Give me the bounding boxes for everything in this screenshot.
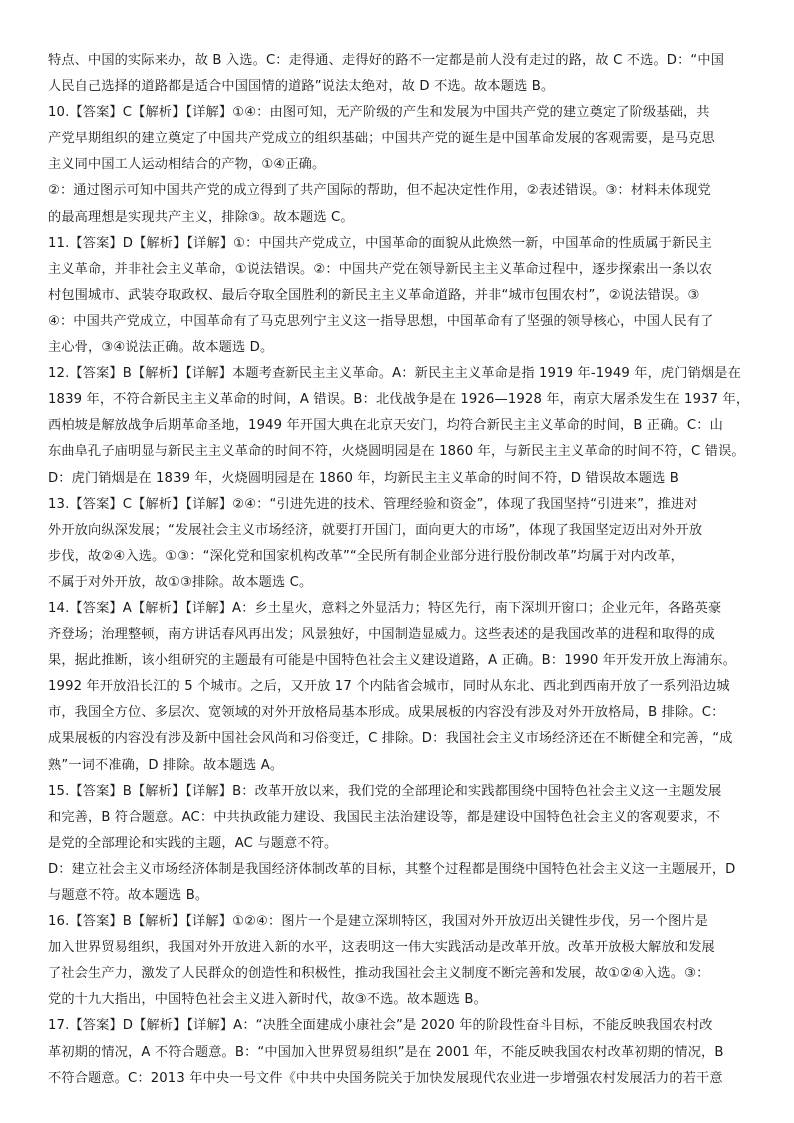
text-line: 1839 年，不符合新民主主义革命的时间，A 错误。B：北伐战争是在 1926—1928 年，南京大屠杀发生在 1937 年， bbox=[48, 392, 750, 408]
answer-paragraph bbox=[48, 909, 750, 1013]
answer-paragraph bbox=[48, 596, 750, 779]
answer-paragraph bbox=[48, 48, 750, 100]
text-line: 主义同中国工人运动相结合的产物，①④正确。 bbox=[48, 157, 326, 173]
text-line: 了社会生产力，激发了人民群众的创造性和积极性，推动我国社会主义制度不断完善和发展，故①②④入选。③： bbox=[48, 966, 710, 982]
text-line: 市，我国全方位、多层次、宽领域的对外开放格局基本形成。成果展板的内容没有涉及对外开放格局，B 排除。C： bbox=[48, 705, 725, 721]
text-line: 熟”一词不准确，D 排除。故本题选 A。 bbox=[48, 757, 284, 773]
text-line: 果，据此推断，该小组研究的主题最有可能是中国特色社会主义建设道路，A 正确。B：1990 年开发开放上海浦东。 bbox=[48, 653, 737, 669]
text-line: 西柏坡是解放战争后期革命圣地，1949 年开国大典在北京天安门，均符合新民主主义革命的时间，B 正确。C：山 bbox=[48, 418, 723, 434]
text-line: 不符合题意。C：2013 年中央一号文件《中共中央国务院关于加快发展现代农业进一步增强农村发展活力的若干意 bbox=[48, 1070, 723, 1086]
answer-paragraph bbox=[48, 492, 750, 596]
text-line: 步伐，故②④入选。①③：“深化党和国家机构改革”“全民所有制企业部分进行股份制改革”均属于对内改革， bbox=[48, 548, 684, 564]
answer-paragraph bbox=[48, 100, 750, 178]
text-line: 14.【答案】A【解析】【详解】A：乡土星火，意料之外显活力；特区先行，南下深圳开窗口；企业元年，各路英豪 bbox=[48, 600, 722, 616]
text-line: D：虎门销烟是在 1839 年，火烧圆明园是在 1860 年，均新民主主义革命的时间不符，D 错误故本题选 B bbox=[48, 470, 680, 486]
text-line: ②：通过图示可知中国共产党的成立得到了共产国际的帮助，但不起决定性作用，②表述错误。③：材料未体现党 bbox=[48, 183, 711, 199]
text-line: 17.【答案】D【解析】【详解】A：“决胜全面建成小康社会”是 2020 年的阶段性奋斗目标，不能反映我国农村改 bbox=[48, 1018, 713, 1034]
answer-paragraph bbox=[48, 231, 750, 361]
answer-paragraph bbox=[48, 361, 750, 491]
answer-paragraph bbox=[48, 779, 750, 857]
answer-paragraph bbox=[48, 1013, 750, 1091]
text-line: 党的十九大指出，中国特色社会主义进入新时代，故③不选。故本题选 B。 bbox=[48, 992, 487, 1008]
text-line: 主义革命，并非社会主义革命，①说法错误。②：中国共产党在领导新民主主义革命过程中，逐步探索出一条以农 bbox=[48, 261, 713, 277]
text-line: 10.【答案】C【解析】【详解】①④：由图可知，无产阶级的产生和发展为中国共产党的建立奠定了阶级基础，共 bbox=[48, 105, 710, 121]
text-line: D：建立社会主义市场经济体制是我国经济体制改革的目标，其整个过程都是围绕中国特色社会主义这一主题展开，D bbox=[48, 861, 736, 877]
text-line: 村包围城市、武装夺取政权、最后夺取全国胜利的新民主主义革命道路，并非“城市包围农村”，②说法错误。③ bbox=[48, 287, 700, 303]
text-line: 革初期的情况，A 不符合题意。B：“中国加入世界贸易组织”是在 2001 年，不能反映我国农村改革初期的情况，B bbox=[48, 1044, 724, 1060]
text-line: 外开放向纵深发展；“发展社会主义市场经济，就要打开国门，面向更大的市场”，体现了我国坚定迈出对外开放 bbox=[48, 522, 703, 538]
text-line: 人民自己选择的道路都是适合中国国情的道路”说法太绝对，故 D 不选。故本题选 B。 bbox=[48, 79, 555, 95]
text-line: 12.【答案】B【解析】【详解】本题考查新民主主义革命。A：新民主主义革命是指 1919 年-1949 年，虎门销烟是在 bbox=[48, 366, 741, 382]
text-line: 是党的全部理论和实践的主题，AC 与题意不符。 bbox=[48, 835, 338, 851]
answer-paragraph bbox=[48, 857, 750, 909]
text-line: 东曲阜孔子庙明显与新民主主义革命的时间不符，火烧圆明园是在 1860 年，与新民主主义革命的时间不符，C 错误。 bbox=[48, 444, 745, 460]
text-line: 成果展板的内容没有涉及新中国社会风尚和习俗变迁，C 排除。D：我国社会主义市场经济还在不断健全和完善，“成 bbox=[48, 731, 733, 747]
answer-paragraph bbox=[48, 178, 750, 230]
text-line: 齐登场；治理整顿，南方讲话春风再出发；风景独好，中国制造显威力。这些表述的是我国改革的进程和取得的成 bbox=[48, 627, 715, 643]
text-line: 的最高理想是实现共产主义，排除③。故本题选 C。 bbox=[48, 209, 354, 225]
text-line: 13.【答案】C【解析】【详解】②④：“引进先进的技术、管理经验和资金”，体现了我国坚持“引进来”，推进对 bbox=[48, 496, 698, 512]
text-line: 1992 年开放沿长江的 5 个城市。之后，又开放 17 个内陆省会城市，同时从东北、西北到西南开放了一系列沿边城 bbox=[48, 679, 730, 695]
text-line: 16.【答案】B【解析】【详解】①②④：图片一个是建立深圳特区，我国对外开放迈出关键性步伐，另一个图片是 bbox=[48, 914, 709, 930]
text-line: 11.【答案】D【解析】【详解】①：中国共产党成立，中国革命的面貌从此焕然一新，中国革命的性质属于新民主 bbox=[48, 235, 712, 251]
text-line: 主心骨，③④说法正确。故本题选 D。 bbox=[48, 340, 274, 356]
text-line: 加入世界贸易组织，我国对外开放进入新的水平，这表明这一伟大实践活动是改革开放。改革开放极大解放和发展 bbox=[48, 940, 715, 956]
text-line: 产党早期组织的建立奠定了中国共产党成立的组织基础；中国共产党的诞生是中国革命发展的客观需要，是马克思 bbox=[48, 131, 715, 147]
text-line: 不属于对外开放，故①③排除。故本题选 C。 bbox=[48, 574, 313, 590]
text-line: ④：中国共产党成立，中国革命有了马克思列宁主义这一指导思想，中国革命有了坚强的领导核心，中国人民有了 bbox=[48, 313, 714, 329]
document-page bbox=[48, 48, 750, 1092]
text-line: 与题意不符。故本题选 B。 bbox=[48, 888, 209, 903]
text-line: 15.【答案】B【解析】【详解】B：改革开放以来，我们党的全部理论和实践都围绕中国特色社会主义这一主题发展 bbox=[48, 783, 722, 799]
text-line: 和完善，B 符合题意。AC：中共执政能力建设、我国民主法治建设等，都是建设中国特色社会主义的客观要求，不 bbox=[48, 809, 721, 825]
text-line: 特点、中国的实际来办，故 B 入选。C：走得通、走得好的路不一定都是前人没有走过的路，故 C 不选。D：“中国 bbox=[48, 53, 725, 68]
